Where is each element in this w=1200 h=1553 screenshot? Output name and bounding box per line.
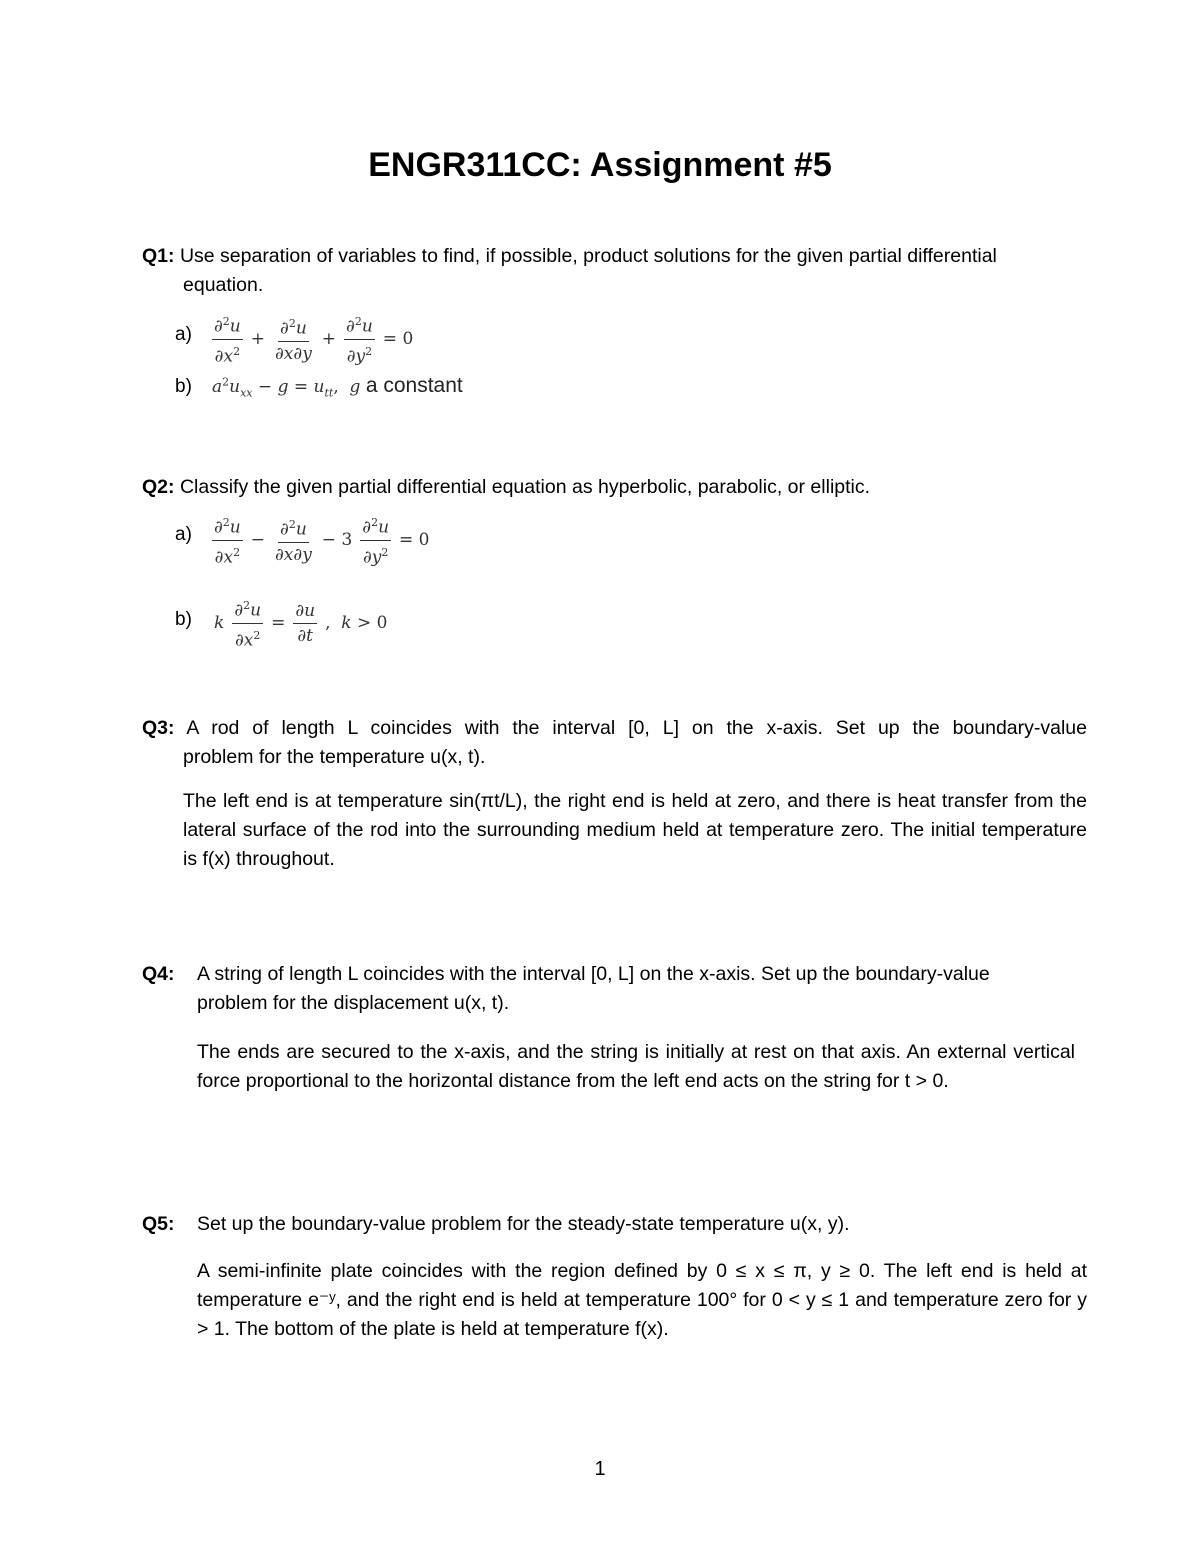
q1-text-line2: equation.	[183, 274, 264, 296]
q3-text-line1: A rod of length L coincides with the interval [0, L] on the x-axis. Set up the boundary-value	[186, 717, 1087, 739]
q4-text-line2: problem for the displacement u(x, t).	[197, 992, 510, 1014]
q3-prompt	[142, 714, 1087, 743]
q1-b-equation: $a^2u_{xx} - g = u_{tt}$, g a constant	[212, 374, 463, 400]
q2-prompt	[142, 473, 1092, 502]
q2-a-equation: $\frac{\partial^2u}{\partial x^2}$ − $\frac{\partial^2u}{\partial x\partial y}$ − 3 $\frac{\partial^2u}{\partial y^2}$ = 0	[208, 513, 433, 567]
q3-paragraph: The left end is at temperature sin(πt/L), the right end is held at zero, and there is heat transfer from the lateral surface of the rod into the surrounding medium held at temperature zero. The initial temperature is f(x) throughout.	[183, 790, 1087, 870]
q4-text-line1: A string of length L coincides with the interval [0, L] on the x-axis. Set up the boundary-value	[197, 963, 990, 985]
q2-text: Classify the given partial differential equation as hyperbolic, parabolic, or elliptic.	[179, 476, 871, 498]
q4-paragraph: The ends are secured to the x-axis, and the string is initially at rest on that axis. An external vertical force proportional to the horizontal distance from the left end acts on the string for t > 0.	[197, 1041, 1075, 1092]
q1-label: Q1:	[142, 245, 175, 267]
q4-label: Q4:	[142, 963, 175, 985]
q2-b-label: b)	[175, 609, 192, 630]
page-title: ENGR311CC: Assignment #5	[368, 146, 832, 184]
q1-a-label: a)	[175, 324, 192, 345]
q1-b-tail: a constant	[365, 374, 463, 397]
q5-paragraph: A semi-infinite plate coincides with the region defined by 0 ≤ x ≤ π, y ≥ 0. The left end is held at temperature e⁻ʸ, and the right end is held at temperature 100° for 0 < y ≤ 1 and temperature zero for y > 1. The bottom of the plate is held at temperature f(x).	[197, 1260, 1087, 1340]
q5-label: Q5:	[142, 1213, 175, 1235]
q1-b-label: b)	[175, 376, 192, 397]
q5-text: Set up the boundary-value problem for the steady-state temperature u(x, y).	[197, 1213, 850, 1235]
q3-text-line2: problem for the temperature u(x, t).	[183, 746, 486, 768]
q1-a-equation: $\frac{\partial^2u}{\partial x^2}$ + $\frac{\partial^2u}{\partial x\partial y}$ + $\frac{\partial^2u}{\partial y^2}$ = 0	[208, 312, 417, 366]
q1-prompt	[142, 242, 1092, 271]
page-number: 1	[594, 1458, 606, 1480]
q2-label: Q2:	[142, 476, 175, 498]
q2-b-equation: k $\frac{\partial^2u}{\partial x^2}$ = $\frac{\partial u}{\partial t}$ , k > 0	[210, 596, 391, 650]
q1-text-line1: Use separation of variables to find, if possible, product solutions for the given partial differential	[179, 245, 997, 267]
q3-label: Q3:	[142, 717, 175, 739]
q2-a-label: a)	[175, 524, 192, 545]
